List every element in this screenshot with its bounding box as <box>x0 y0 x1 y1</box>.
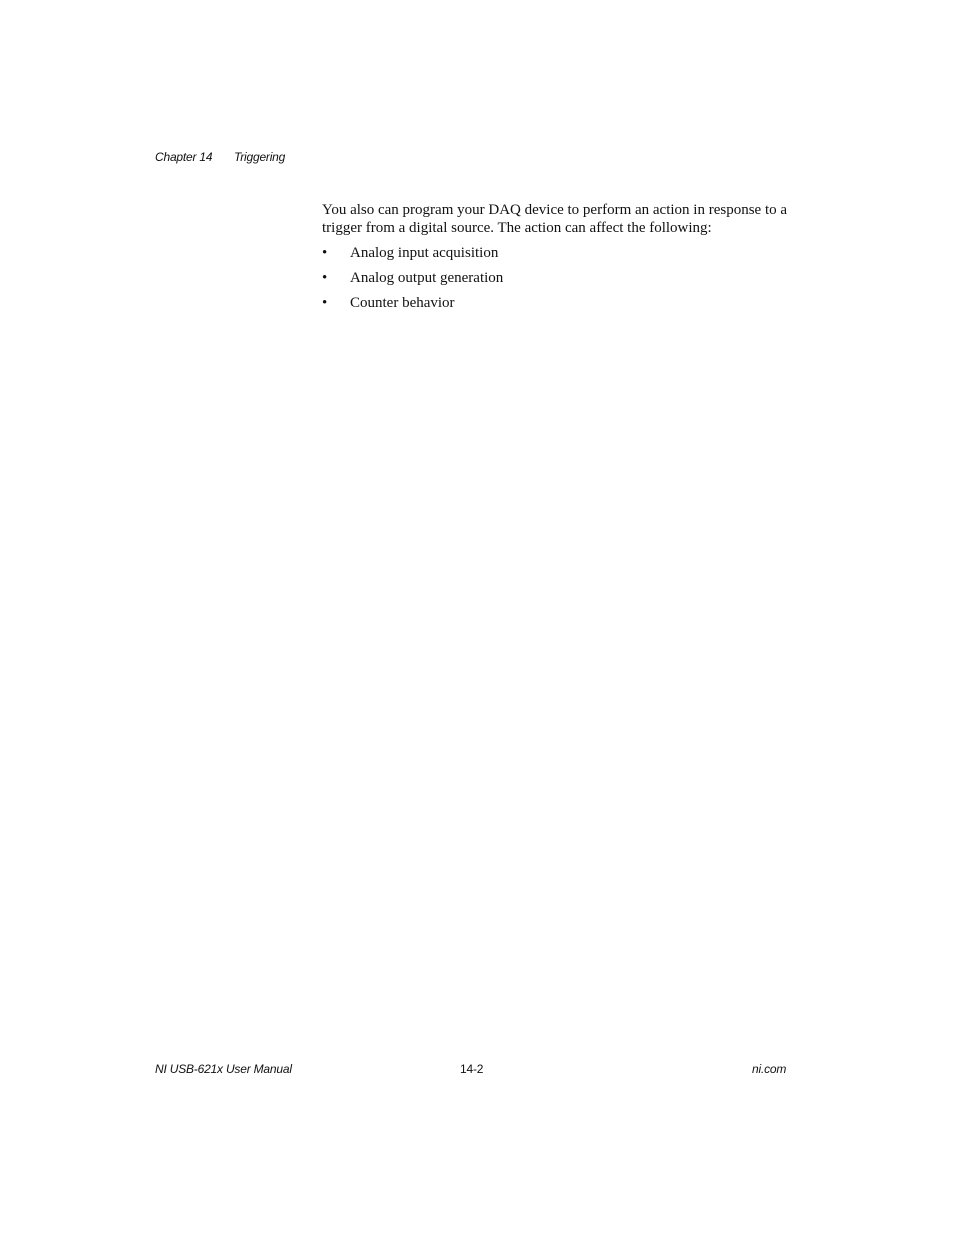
list-item-text: Counter behavior <box>350 295 455 311</box>
footer-website: ni.com <box>752 1062 787 1076</box>
bullet-list <box>322 244 792 319</box>
list-item-text: Analog input acquisition <box>350 245 499 261</box>
main-content <box>322 201 792 319</box>
intro-paragraph: You also can program your DAQ device to perform an action in response to a trigger from a digital source. The action can affect the following: <box>322 202 788 236</box>
list-item <box>322 244 792 269</box>
list-item-text: Analog output generation <box>350 270 504 286</box>
bullet-marker: • <box>322 270 328 286</box>
chapter-label: Chapter 14 <box>155 150 213 164</box>
list-item <box>322 269 792 294</box>
section-label: Triggering <box>234 150 286 164</box>
bullet-marker: • <box>322 245 328 261</box>
bullet-marker: • <box>322 295 328 311</box>
footer-manual-title: NI USB-621x User Manual <box>155 1062 292 1076</box>
list-item <box>322 294 792 319</box>
footer-page-number: 14-2 <box>460 1062 484 1076</box>
running-header <box>155 150 285 164</box>
